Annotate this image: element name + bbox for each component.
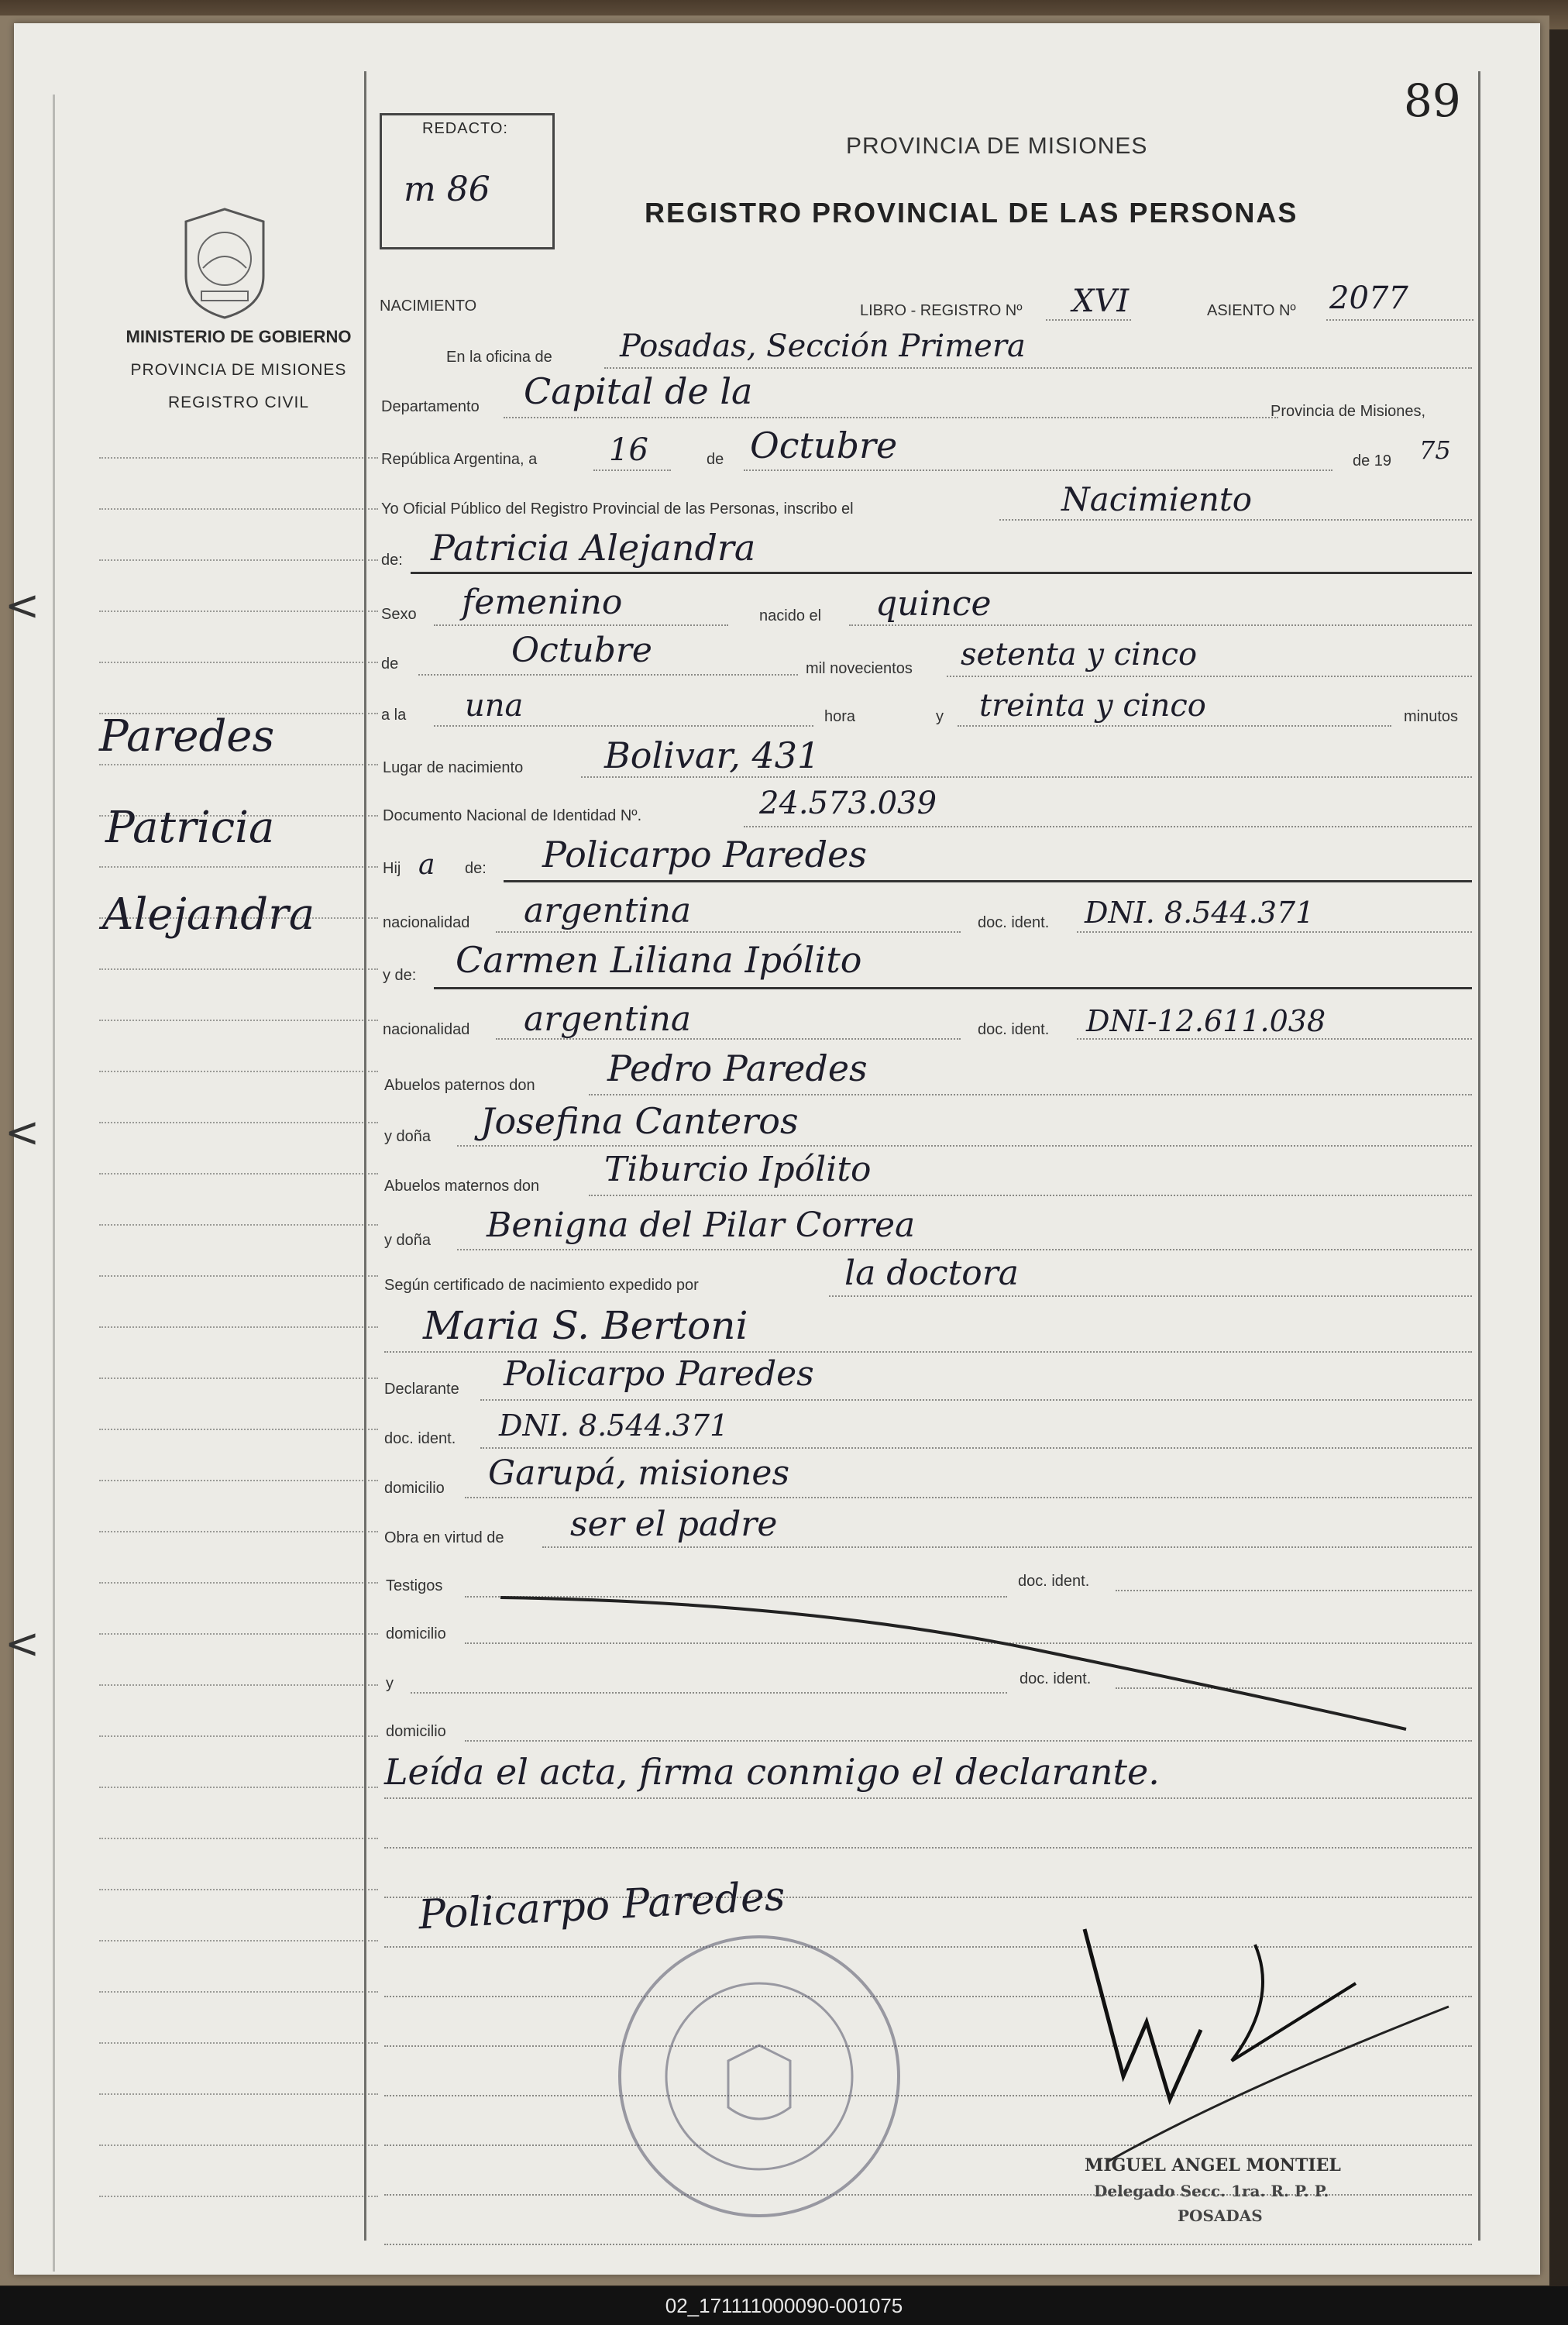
ab-paterna-value: Josefina Canteros	[480, 1100, 799, 1142]
margin-rule	[99, 866, 378, 868]
margin-rule	[99, 764, 378, 765]
margin-rule	[99, 1838, 378, 1839]
ab-paternos-label: Abuelos paternos don	[384, 1077, 535, 1094]
redacto-value: m 86	[404, 170, 490, 209]
obra-value: ser el padre	[570, 1505, 778, 1544]
dni-label: Documento Nacional de Identidad Nº.	[383, 807, 642, 824]
dni-line	[744, 826, 1472, 827]
form-left-rule	[364, 71, 366, 2241]
segun-label: Según certificado de nacimiento expedido por	[384, 1277, 699, 1294]
oficina-line	[604, 367, 1472, 369]
margin-rule	[99, 1020, 378, 1021]
libro-label: LIBRO - REGISTRO Nº	[860, 302, 1023, 319]
doctora-line	[384, 1351, 1472, 1353]
form-rule	[384, 1797, 1472, 1799]
lugar-value: Bolivar, 431	[604, 734, 820, 776]
lugar-label: Lugar de nacimiento	[383, 759, 524, 776]
declarante-value: Policarpo Paredes	[504, 1354, 814, 1394]
docident-testigos-label: doc. ident.	[1018, 1573, 1090, 1590]
oficina-label: En la oficina de	[446, 349, 552, 366]
docident2-label: doc. ident.	[978, 1021, 1050, 1038]
yo-oficial-value: Nacimiento	[1061, 480, 1253, 518]
margin-rule	[99, 1173, 378, 1175]
hijo-label-b: a	[418, 849, 435, 881]
margin-second-name: Alejandra	[102, 889, 315, 940]
province-seal-icon	[178, 206, 271, 319]
margin-rule	[99, 1735, 378, 1737]
ab-materna-value: Benigna del Pilar Correa	[487, 1205, 916, 1245]
padre-value: Policarpo Paredes	[542, 834, 867, 875]
libro-line	[1046, 319, 1131, 321]
provincia-suffix: Provincia de Misiones,	[1271, 403, 1426, 420]
nac1-line	[496, 931, 961, 933]
margin-rule	[99, 1480, 378, 1481]
doc3-value: DNI. 8.544.371	[499, 1408, 729, 1443]
doc1-line	[1077, 931, 1472, 933]
margin-rule	[99, 1684, 378, 1686]
de3-label: de	[381, 655, 399, 672]
ab-materno-value: Tiburcio Ipólito	[604, 1150, 872, 1189]
hijo-label-a: Hij	[383, 860, 401, 877]
margin-rule	[99, 1633, 378, 1635]
ala-label: a la	[381, 707, 407, 724]
margin-rule	[99, 968, 378, 970]
stamp-title: Delegado Secc. 1ra. R. P. P.	[1094, 2182, 1329, 2200]
de-label: de	[707, 451, 724, 468]
year-value: 75	[1419, 435, 1451, 465]
hora-line	[434, 725, 813, 727]
left-margin-column	[5, 23, 363, 2254]
nacido-value: quince	[875, 584, 992, 624]
departamento-value: Capital de la	[524, 370, 753, 412]
domicilio-label: domicilio	[384, 1480, 445, 1497]
doctora-value: Maria S. Bertoni	[423, 1303, 748, 1348]
redacto-box	[380, 113, 555, 249]
sexo-line	[434, 624, 728, 626]
mil-value: setenta y cinco	[961, 637, 1198, 672]
libro-value: XVI	[1072, 284, 1130, 319]
docident1-label: doc. ident.	[978, 914, 1050, 931]
page-edge-mark: <	[5, 1108, 40, 1157]
ministry-province: PROVINCIA DE MISIONES	[130, 361, 347, 379]
margin-first-name: Patricia	[105, 803, 275, 853]
province-heading: PROVINCIA DE MISIONES	[846, 133, 1148, 159]
doc1-value: DNI. 8.544.371	[1085, 896, 1315, 930]
segun-value: la doctora	[844, 1254, 1020, 1293]
day-value: 16	[609, 432, 648, 468]
y-label: y	[936, 708, 944, 725]
declarant-signature: Policarpo Paredes	[417, 1873, 786, 1939]
ab-paterno-line	[589, 1094, 1472, 1095]
hora-label: hora	[824, 708, 856, 725]
day-line	[593, 469, 671, 471]
domicilio3-label: domicilio	[386, 1723, 446, 1740]
minutos-label: minutos	[1404, 708, 1459, 725]
ab-paterna-line	[457, 1145, 1472, 1147]
ab-paterno-value: Pedro Paredes	[607, 1047, 868, 1089]
margin-rule	[99, 1275, 378, 1277]
nac2-value: argentina	[524, 999, 692, 1039]
page-edge-mark: <	[5, 1619, 40, 1668]
margin-rule	[99, 1787, 378, 1788]
docident-y2-label: doc. ident.	[1020, 1670, 1092, 1687]
month-line	[744, 469, 1332, 471]
birth-month-value: Octubre	[511, 631, 652, 670]
declarante-line	[480, 1399, 1472, 1401]
nacido-line	[849, 624, 1472, 626]
domicilio2-label: domicilio	[386, 1625, 446, 1642]
y2-label: y	[386, 1675, 394, 1692]
margin-rule	[99, 1071, 378, 1072]
margin-rule	[99, 2196, 378, 2197]
asiento-label: ASIENTO Nº	[1207, 302, 1296, 319]
domicilio-value: Garupá, misiones	[488, 1453, 790, 1493]
ministry-name: MINISTERIO DE GOBIERNO	[126, 327, 352, 346]
stamp-city: POSADAS	[1178, 2206, 1263, 2225]
month-value: Octubre	[750, 425, 898, 466]
margin-rule	[99, 662, 378, 663]
margin-rule	[99, 2093, 378, 2095]
doc2-value: DNI-12.611.038	[1086, 1004, 1326, 1038]
mil-line	[947, 676, 1472, 677]
page-number: 89	[1404, 74, 1461, 127]
official-signature-icon	[1077, 1914, 1464, 2169]
departamento-label: Departamento	[381, 398, 480, 415]
declarante-label: Declarante	[384, 1381, 459, 1398]
margin-rule	[99, 2144, 378, 2146]
asiento-line	[1326, 319, 1473, 321]
ab-materno-line	[589, 1195, 1472, 1196]
testigos-label: Testigos	[386, 1577, 443, 1594]
de-year-label: de 19	[1353, 452, 1392, 469]
archive-code: 02_171111000090-001075	[0, 2286, 1568, 2325]
doc2-line	[1077, 1038, 1472, 1040]
margin-rule	[99, 1429, 378, 1430]
name-value: Patricia Alejandra	[431, 527, 756, 569]
form-rule	[384, 1847, 1472, 1849]
domicilio3-line	[465, 1740, 1472, 1742]
margin-rule	[99, 1991, 378, 1993]
yo-oficial-label: Yo Oficial Público del Registro Provincial de las Personas, inscribo el	[381, 500, 854, 518]
hora-value: una	[465, 688, 524, 724]
margin-rule	[99, 1122, 378, 1123]
form-rule	[384, 2244, 1472, 2245]
ab-maternos-label: Abuelos maternos don	[384, 1178, 540, 1195]
redacto-label: REDACTO:	[422, 120, 508, 137]
doc3-line	[480, 1447, 1472, 1449]
yde-label: y de:	[383, 967, 417, 984]
ministry-office: REGISTRO CIVIL	[167, 394, 310, 411]
margin-rule	[99, 2042, 378, 2044]
yo-oficial-line	[999, 519, 1472, 521]
obra-line	[542, 1546, 1472, 1548]
ydona1-label: y doña	[384, 1128, 432, 1145]
dni-value: 24.573.039	[759, 786, 937, 821]
left-vertical-rule	[53, 95, 55, 2272]
nacionalidad2-label: nacionalidad	[383, 1021, 470, 1038]
margin-rule	[99, 1377, 378, 1379]
minutos-line	[958, 725, 1391, 727]
name-line	[411, 572, 1472, 574]
doc3-label: doc. ident.	[384, 1430, 456, 1447]
margin-rule	[99, 1224, 378, 1226]
nacionalidad-label: nacionalidad	[383, 914, 470, 931]
registry-title: REGISTRO PROVINCIAL DE LAS PERSONAS	[645, 197, 1298, 229]
margin-rule	[99, 457, 378, 459]
page-edge-mark: <	[5, 581, 40, 630]
lugar-line	[581, 776, 1472, 778]
registry-round-stamp-icon	[612, 1929, 906, 2224]
segun-line	[829, 1295, 1472, 1297]
margin-rule	[99, 1940, 378, 1942]
margin-rule	[99, 1582, 378, 1584]
margin-rule	[99, 1889, 378, 1890]
padre-line	[504, 880, 1472, 882]
hijo-label-c: de:	[465, 860, 487, 877]
nac1-value: argentina	[524, 891, 692, 930]
birth-month-line	[418, 674, 798, 676]
witness-cancel-stroke	[496, 1580, 1410, 1735]
nacido-label: nacido el	[759, 607, 822, 624]
form-right-rule	[1478, 71, 1480, 2241]
margin-rule	[99, 1531, 378, 1532]
closing-statement: Leída el acta, firma conmigo el declarante.	[384, 1751, 1160, 1793]
oficina-value: Posadas, Sección Primera	[620, 328, 1026, 364]
asiento-value: 2077	[1329, 280, 1408, 316]
margin-rule	[99, 1326, 378, 1328]
de2-label: de:	[381, 552, 403, 569]
mil-label: mil novecientos	[806, 660, 913, 677]
republica-label: República Argentina, a	[381, 451, 538, 468]
ydona2-label: y doña	[384, 1232, 432, 1249]
ab-materna-line	[457, 1249, 1472, 1250]
margin-surname: Paredes	[99, 711, 275, 762]
sexo-label: Sexo	[381, 606, 417, 623]
nacimiento-label: NACIMIENTO	[380, 298, 477, 315]
margin-rule	[99, 610, 378, 612]
margin-rule	[99, 508, 378, 510]
madre-line	[434, 987, 1472, 989]
margin-rule	[99, 559, 378, 561]
minutos-value: treinta y cinco	[979, 688, 1206, 724]
domicilio-line	[465, 1497, 1472, 1498]
sexo-value: femenino	[462, 583, 623, 622]
obra-label: Obra en virtud de	[384, 1529, 504, 1546]
departamento-line	[504, 417, 1278, 418]
stamp-name: MIGUEL ANGEL MONTIEL	[1085, 2155, 1341, 2175]
madre-value: Carmen Liliana Ipólito	[456, 939, 862, 981]
